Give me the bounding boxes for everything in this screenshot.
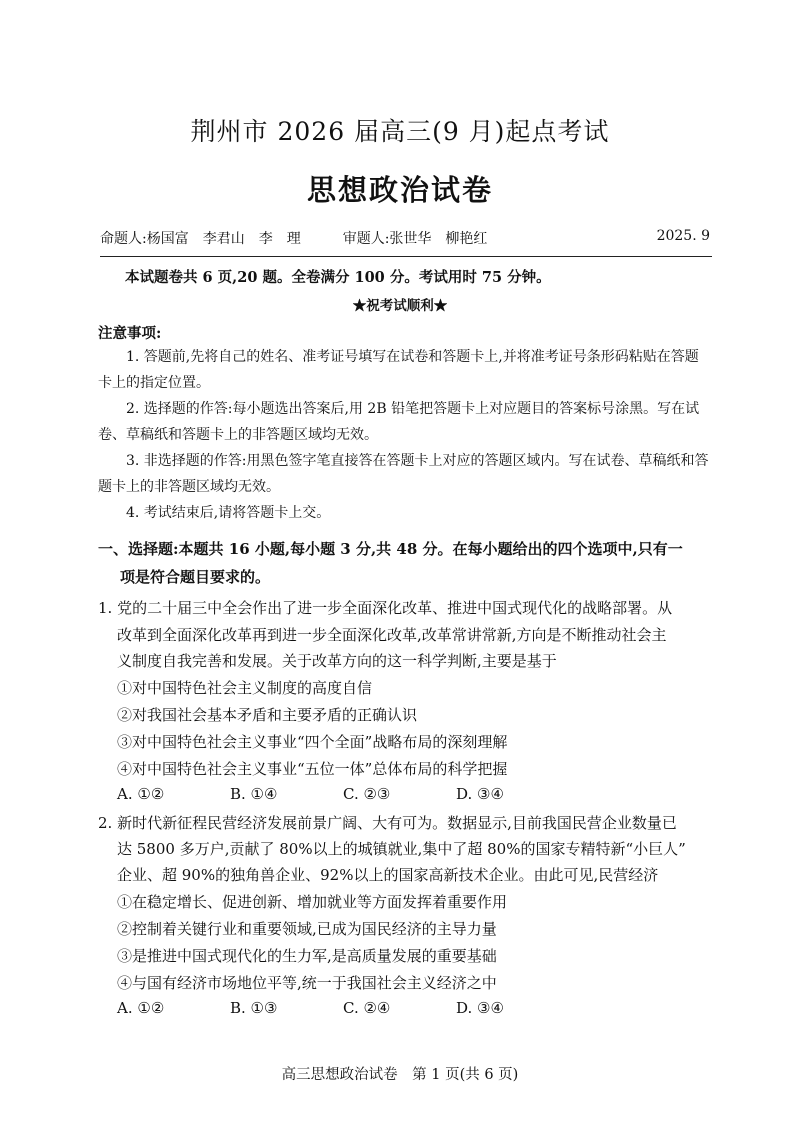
section-heading-line2: 项是符合题目要求的。 [120, 568, 271, 586]
q1-item-4: ④对中国特色社会主义事业“五位一体”总体布局的科学把握 [117, 760, 508, 778]
notice-item-2: 2. 选择题的作答:每小题选出答案后,用 2B 铅笔把答题卡上对应题目的答案标号涂黑。写在试卷、草稿纸和答题卡上的非答题区域均无效。 [98, 401, 700, 443]
q2-option-c: C. ②④ [343, 999, 391, 1017]
good-luck-banner: ★祝考试顺利★ [352, 298, 448, 314]
q2-stem-line2: 达 5800 多万户,贡献了 80%以上的城镇就业,集中了超 80%的国家专精特新“小巨人” [117, 840, 686, 858]
page-footer: 高三思想政治试卷 第 1 页(共 6 页) [281, 1067, 519, 1083]
q2-item-1: ①在稳定增长、促进创新、增加就业等方面发挥着重要作用 [117, 893, 508, 911]
q2-stem-line1: 2. 新时代新征程民营经济发展前景广阔、大有可为。数据显示,目前我国民营企业数量已 [98, 814, 677, 832]
exam-date: 2025. 9 [656, 228, 710, 244]
q1-item-3: ③对中国特色社会主义事业“四个全面”战略布局的深刻理解 [117, 733, 508, 751]
q2-option-a: A. ①② [117, 999, 165, 1017]
header-divider [100, 256, 712, 257]
q1-option-a: A. ①② [117, 785, 165, 803]
q2-item-2: ②控制着关键行业和重要领域,已成为国民经济的主导力量 [117, 920, 497, 938]
notice-item-1: 1. 答题前,先将自己的姓名、准考证号填写在试卷和答题卡上,并将准考证号条形码粘贴在答题卡上的指定位置。 [98, 349, 699, 391]
q1-item-2: ②对我国社会基本矛盾和主要矛盾的正确认识 [117, 706, 418, 724]
q1-stem-line2: 改革到全面深化改革再到进一步全面深化改革,改革常讲常新,方向是不断推动社会主 [117, 626, 667, 644]
q1-option-d: D. ③④ [456, 785, 504, 803]
q1-stem-line3: 义制度自我完善和发展。关于改革方向的这一科学判断,主要是基于 [117, 652, 557, 670]
notice-title: 注意事项: [98, 325, 162, 342]
setters-text: 命题人:杨国富 李君山 李 理 审题人:张世华 柳艳红 [100, 231, 488, 247]
notice-item-3: 3. 非选择题的作答:用黑色签字笔直接答在答题卡上对应的答题区域内。写在试卷、草稿纸和答题卡上的非答题区域均无效。 [98, 453, 709, 495]
notice-item-4: 4. 考试结束后,请将答题卡上交。 [126, 505, 331, 521]
section-heading [98, 535, 720, 591]
setters-line [100, 228, 710, 248]
exam-title: 荆州市 2026 届高三(9 月)起点考试 [190, 117, 610, 146]
q2-item-4: ④与国有经济市场地位平等,统一于我国社会主义经济之中 [117, 974, 497, 992]
q2-option-b: B. ①③ [230, 999, 278, 1017]
q1-option-c: C. ②③ [343, 785, 391, 803]
q2-item-3: ③是推进中国式现代化的生力军,是高质量发展的重要基础 [117, 947, 497, 965]
exam-summary: 本试题卷共 6 页,20 题。全卷满分 100 分。考试用时 75 分钟。 [125, 269, 551, 286]
q1-stem-line1: 1. 党的二十届三中全会作出了进一步全面深化改革、推进中国式现代化的战略部署。从 [98, 599, 673, 617]
q2-stem-line3: 企业、超 90%的独角兽企业、92%以上的国家高新技术企业。由此可见,民营经济 [117, 866, 659, 884]
section-heading-line1: 一、选择题:本题共 16 小题,每小题 3 分,共 48 分。在每小题给出的四个选项中,只有一 [98, 540, 683, 558]
q1-option-b: B. ①④ [230, 785, 278, 803]
exam-subject-title: 思想政治试卷 [306, 173, 493, 207]
q1-item-1: ①对中国特色社会主义制度的高度自信 [117, 679, 373, 697]
q2-option-d: D. ③④ [456, 999, 504, 1017]
